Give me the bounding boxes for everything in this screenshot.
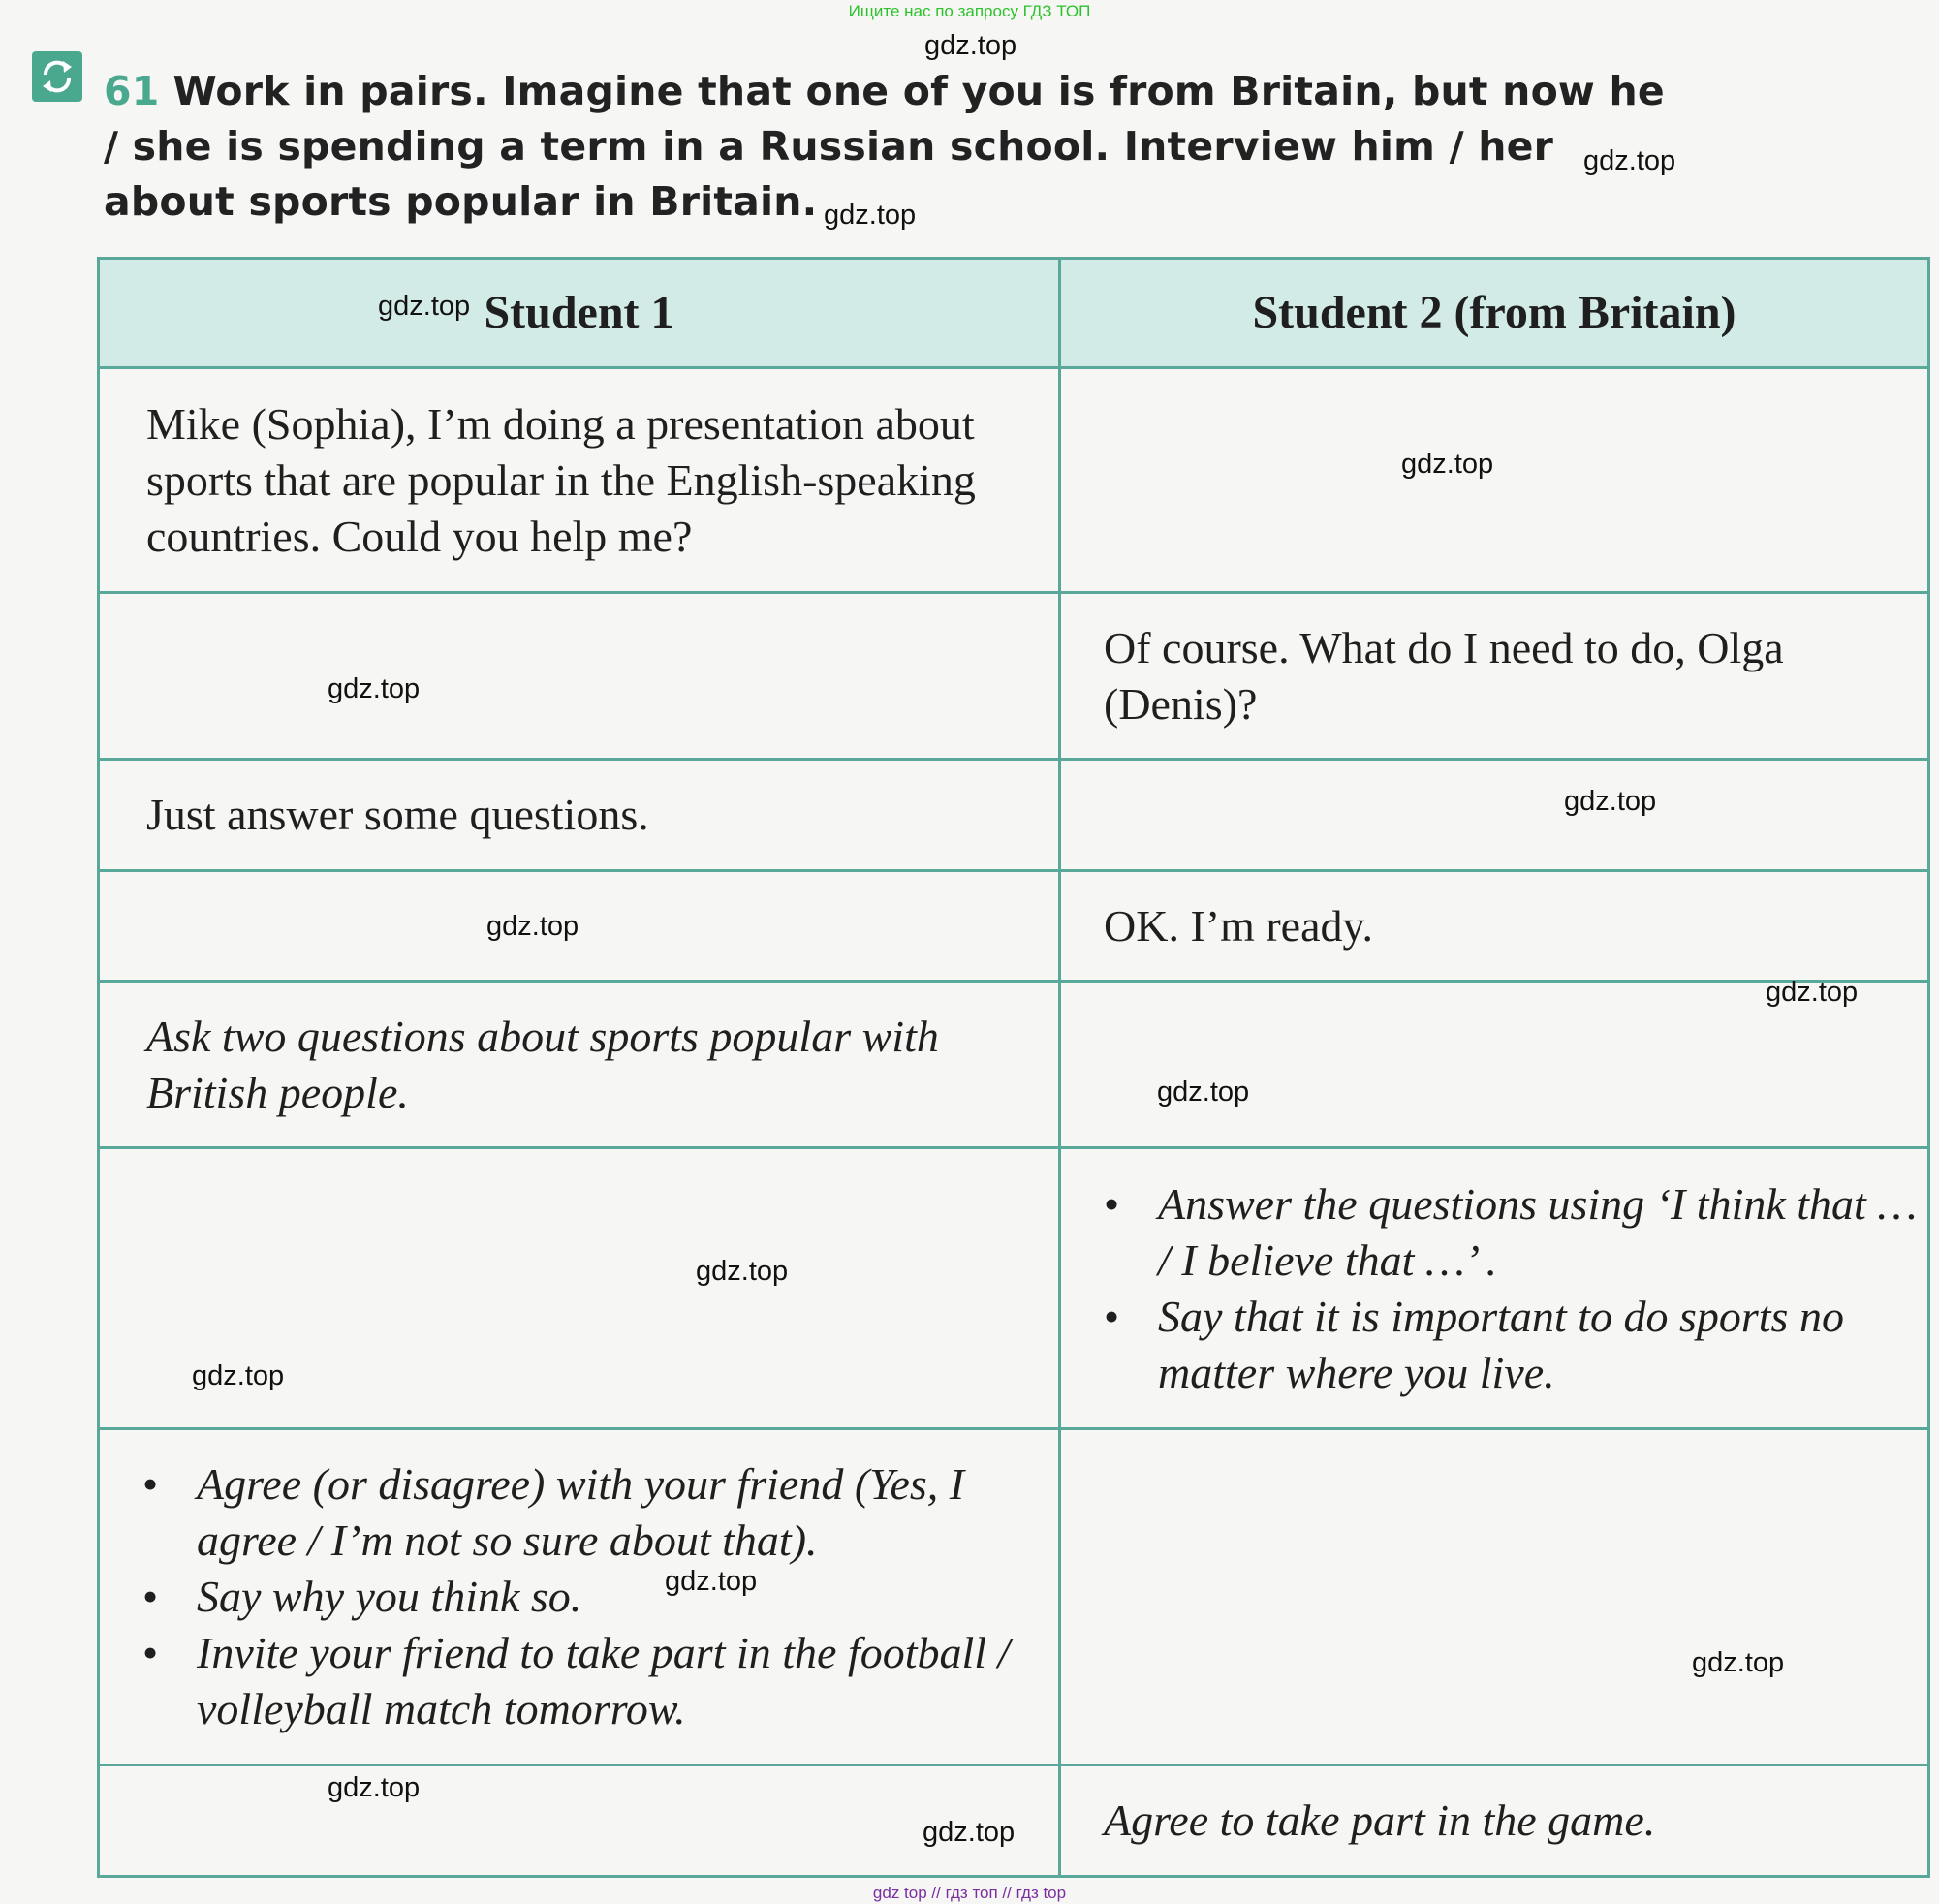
watermark: gdz.top <box>192 1360 285 1391</box>
header-student-1: Student 1 <box>99 259 1060 368</box>
watermark: gdz.top <box>1766 977 1859 1008</box>
table-row <box>99 1429 1929 1765</box>
row-8-student-1 <box>99 1765 1060 1877</box>
watermark: gdz.top <box>1692 1647 1785 1678</box>
table-row <box>99 982 1929 1148</box>
row-8-student-2: Agree to take part in the game. <box>1060 1765 1929 1877</box>
row-7-student-1 <box>99 1429 1060 1765</box>
bullet-item: • Answer the questions using ‘I think that … / I believe that …’ . <box>1104 1176 1918 1289</box>
row-2-student-1 <box>99 593 1060 760</box>
row-2-student-2: Of course. What do I need to do, Olga (Denis)? <box>1060 593 1929 760</box>
top-banner: Ищите нас по запросу ГДЗ ТОП <box>848 2 1091 20</box>
watermark: gdz.top <box>378 291 471 322</box>
row-1-student-1: Mike (Sophia), I’m doing a presentation about sports that are popular in the English-speaking countries. Could you help me? <box>99 368 1060 593</box>
table-row <box>99 871 1929 982</box>
watermark: gdz.top <box>1157 1077 1250 1108</box>
watermark: gdz.top <box>1564 786 1657 817</box>
table-row <box>99 368 1929 593</box>
watermark: gdz.top <box>924 30 1017 61</box>
dialogue-table <box>97 257 1930 1878</box>
watermark: gdz.top <box>665 1566 758 1597</box>
table-header-row <box>99 259 1929 368</box>
row-4-student-1 <box>99 871 1060 982</box>
bullet-item: • Invite your friend to take part in the football / volleyball match tomorrow. <box>142 1625 1033 1737</box>
bullet-item: • Agree (or disagree) with your friend (Yes, I agree / I’m not so sure about that). <box>142 1456 1033 1569</box>
row-3-student-2 <box>1060 760 1929 871</box>
row-4-student-2: OK. I’m ready. <box>1060 871 1929 982</box>
exercise-instruction: Work in pairs. Imagine that one of you is from Britain, but now he / she is spending a term in a Russian school. Interview him / her about sports popular in Britain. <box>104 68 1665 225</box>
row-5-student-1: Ask two questions about sports popular with British people. <box>99 982 1060 1148</box>
watermark: gdz.top <box>824 200 917 231</box>
bullet-item: • Say that it is important to do sports no matter where you live. <box>1104 1289 1918 1401</box>
exercise-number: 61 <box>104 68 160 114</box>
header-student-2: Student 2 (from Britain) <box>1060 259 1929 368</box>
watermark: gdz.top <box>1583 145 1676 176</box>
bullet-item: • Say why you think so. <box>142 1569 1033 1625</box>
row-6-student-2 <box>1060 1148 1929 1429</box>
watermark: gdz.top <box>486 911 579 942</box>
row-7-student-2 <box>1060 1429 1929 1765</box>
watermark: gdz.top <box>1401 449 1494 480</box>
watermark: gdz.top <box>328 1772 421 1803</box>
row-3-student-1: Just answer some questions. <box>99 760 1060 871</box>
bullet-list <box>1104 1176 1918 1401</box>
table-row <box>99 1148 1929 1429</box>
row-1-student-2 <box>1060 368 1929 593</box>
watermark: gdz.top <box>696 1256 789 1287</box>
refresh-arrows-icon <box>32 51 82 102</box>
watermark: gdz.top <box>328 673 421 704</box>
bullet-list <box>142 1456 1033 1737</box>
footer-banner: gdz top // гдз топ // гдз top <box>872 1884 1067 1902</box>
watermark: gdz.top <box>923 1817 1016 1848</box>
